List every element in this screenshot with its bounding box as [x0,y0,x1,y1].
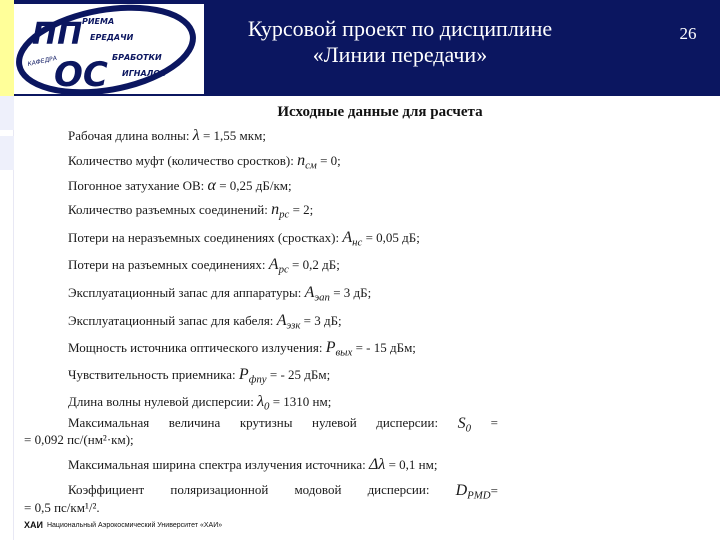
param-value: = - 25 дБм; [269,367,331,382]
param-pmd-value: = 0,5 пс/км¹/². [24,500,100,515]
param-word: = [490,483,498,498]
department-logo [14,4,204,94]
param-symbol: A [268,256,279,273]
param-symbol: A [276,312,287,329]
param-word: Коэффициент [68,482,145,497]
logo-word-3: БРАБОТКИ [112,53,162,62]
param-symbol: λ [257,393,265,410]
decor-block [0,136,14,170]
param-label: Количество разъемных соединений: [68,202,268,217]
param-word: модовой [294,482,342,497]
title-line-1: Курсовой проект по дисциплине [247,16,553,41]
param-label: Потери на неразъемных соединениях (сростках): [68,230,340,245]
param-subscript: см [305,159,317,172]
university-mark: ХАИ [24,520,43,530]
logo-letters-top: ПП [32,17,83,52]
param-label: Количество муфт (количество сростков): [68,153,294,168]
param-symbol: n [297,152,306,169]
param-subscript: эзк [286,319,301,332]
param-subscript: 0 [264,400,270,413]
slide-title [210,16,590,68]
param-subscript: рс [278,263,289,276]
param-value: = 3 дБ; [303,313,342,328]
param-value: = 2; [292,202,314,217]
param-subscript: 0 [465,422,472,435]
param-dispersion-slope-value: = 0,092 пс/(нм²·км); [24,432,134,447]
param-label: Эксплуатационный запас для кабеля: [68,313,274,328]
page-number: 26 [679,24,697,43]
param-symbol: n [271,201,280,218]
logo-word-4: ИГНАЛОВ [122,69,167,78]
param-zero-dispersion-wavelength [68,393,331,413]
param-wavelength [68,127,266,145]
param-subscript: рс [279,208,290,221]
section-title: Исходные данные для расчета [277,104,483,120]
param-symbol: S [457,415,466,432]
param-pmd-coefficient [68,482,498,502]
param-word: величина [168,415,221,430]
param-value: = 0; [320,153,341,168]
param-spectral-width [68,456,437,474]
param-value: = 0,1 нм; [388,457,438,472]
param-word: дисперсии: [376,415,439,430]
param-label: Максимальная ширина спектра излучения источника: [68,457,366,472]
header-accent-strip [0,0,14,96]
param-value: = 0,05 дБ; [365,230,420,245]
logo-word-1: РИЕМА [82,17,115,26]
param-word: дисперсии: [367,482,430,497]
param-subscript: вых [335,346,353,359]
param-label: Мощность источника оптического излучения: [68,340,323,355]
param-label: Потери на разъемных соединениях: [68,257,266,272]
university-name: Национальный Аэрокосмический Университет «ХАИ» [46,521,223,529]
param-value: = 1310 нм; [272,394,332,409]
param-label: Длина волны нулевой дисперсии: [68,394,254,409]
logo-graphic [14,4,204,94]
logo-word-2: ЕРЕДАЧИ [90,33,134,42]
logo-side-word: КАФЕДРА [26,54,58,68]
param-receiver-sensitivity [68,366,330,386]
param-value: = 1,55 мкм; [202,128,266,143]
param-symbol: α [207,177,216,194]
param-word: нулевой [312,415,357,430]
param-splice-loss [68,229,420,249]
param-value: = 3 дБ; [333,285,372,300]
param-symbol: P [238,366,249,383]
param-word: Максимальная [68,415,150,430]
param-label: Погонное затухание ОВ: [68,178,205,193]
param-splice-count [68,152,341,172]
param-symbol: P [325,339,336,356]
param-label: Эксплуатационный запас для аппаратуры: [68,285,302,300]
param-subscript: PMD [467,489,491,502]
decor-block [0,96,14,130]
param-word: = [490,415,498,430]
param-value: = 0,25 дБ/км; [219,178,292,193]
param-attenuation [68,177,292,195]
title-line-2: «Линии передачи» [312,42,488,67]
param-symbol: A [304,284,315,301]
param-connector-loss [68,256,340,276]
param-subscript: эап [314,291,330,304]
param-value: = - 15 дБм; [355,340,416,355]
param-label: Чувствительность приемника: [68,367,236,382]
param-symbol: D [455,482,468,499]
footer [24,520,222,530]
param-value: = 0,2 дБ; [292,257,340,272]
param-symbol: Δλ [368,456,386,473]
param-word: крутизны [239,415,293,430]
param-source-power [68,339,416,359]
param-equipment-margin [68,284,371,304]
param-connector-count [68,201,313,221]
param-symbol: λ [192,127,200,144]
logo-letters-bottom: ОС [54,55,108,94]
param-subscript: нс [352,236,363,249]
param-symbol: A [342,229,353,246]
left-decor-strip [0,96,14,540]
param-word: поляризационной [170,482,269,497]
param-label: Рабочая длина волны: [68,128,190,143]
param-cable-margin [68,312,342,332]
param-subscript: фпу [248,373,267,386]
